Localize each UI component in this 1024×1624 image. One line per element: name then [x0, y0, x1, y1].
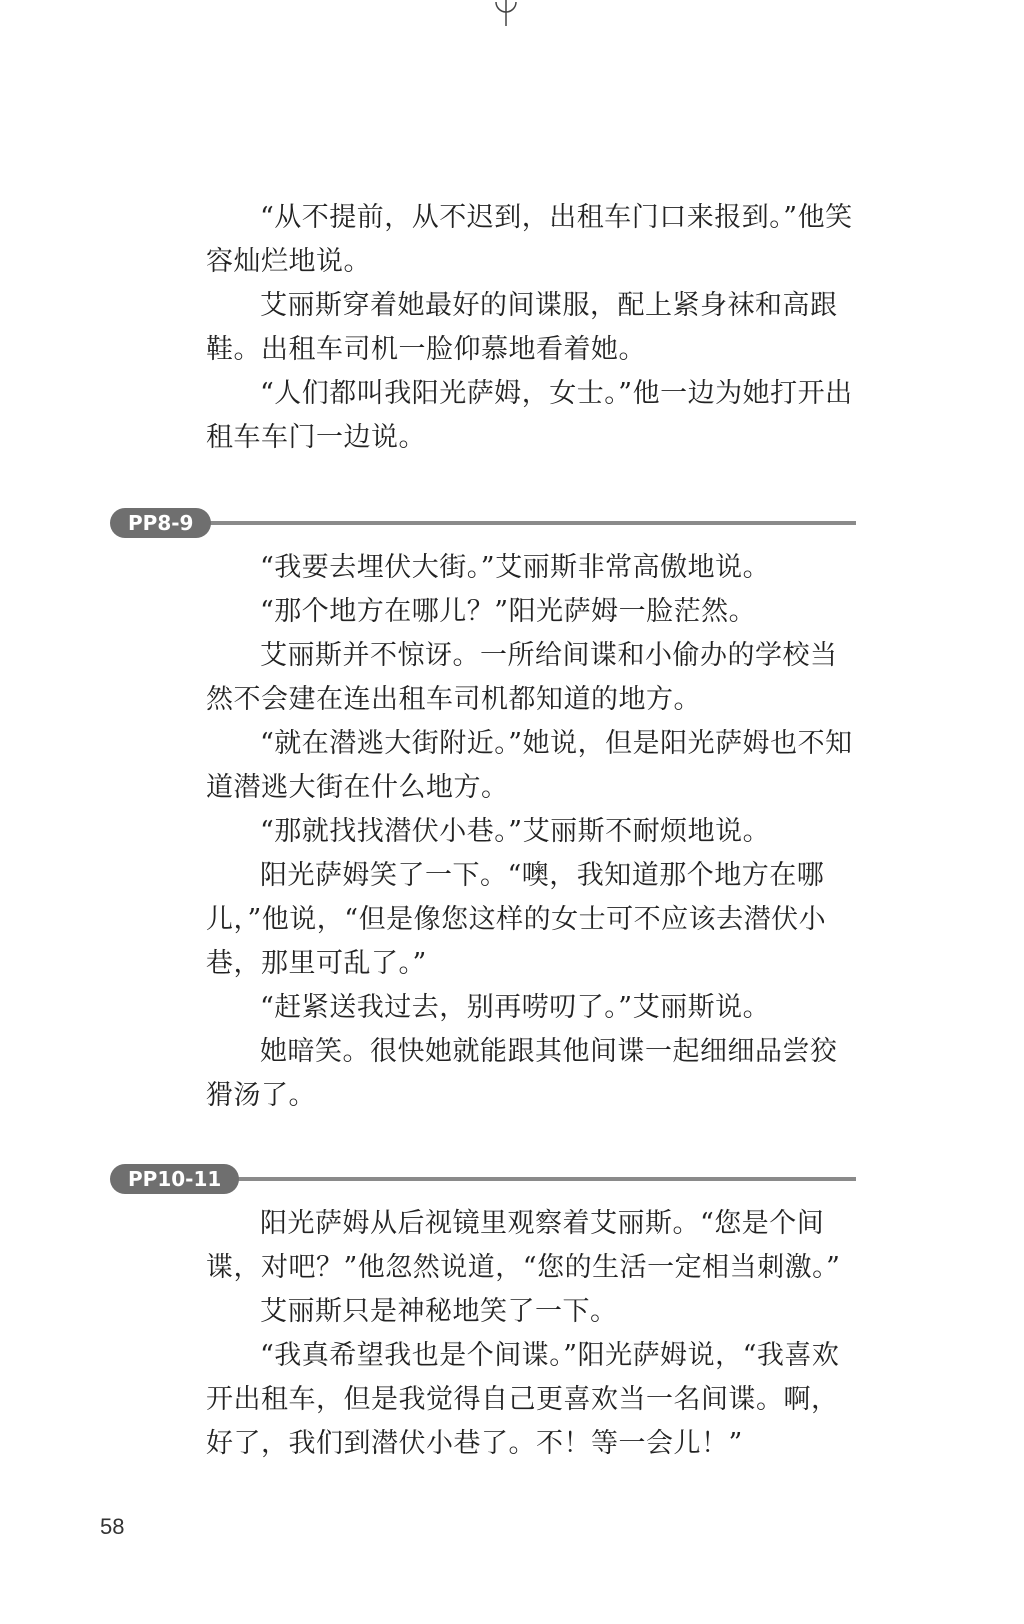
section-1-paragraph-1: “我要去埋伏大街。”艾丽斯非常高傲地说。 [260, 552, 771, 583]
section-2-paragraph-3: “我真希望我也是个间谍。”阳光萨姆说，“我喜欢开出租车，但是我觉得自己更喜欢当一名间谍。啊，好了，我们到潜伏小巷了。不！等一会儿！” [206, 1340, 840, 1459]
section-1-paragraph-4: “就在潜逃大街附近。”她说，但是阳光萨姆也不知道潜逃大街在什么地方。 [206, 728, 853, 803]
crop-mark-icon [494, 0, 518, 26]
section-2-paragraph-1: 阳光萨姆从后视镜里观察着艾丽斯。“您是个间谍，对吧？”他忽然说道，“您的生活一定相当刺激。” [206, 1208, 841, 1283]
section-1-paragraph-7: “赶紧送我过去，别再唠叨了。”艾丽斯说。 [260, 992, 771, 1023]
section-badge: PP10-11 [110, 1164, 239, 1194]
section-1-paragraph-3: 艾丽斯并不惊讶。一所给间谍和小偷办的学校当然不会建在连出租车司机都知道的地方。 [206, 640, 838, 715]
section-divider [150, 1177, 856, 1181]
section-1-paragraph-2: “那个地方在哪儿？”阳光萨姆一脸茫然。 [260, 596, 757, 627]
section-header-pp8-9 [110, 508, 856, 540]
section-divider [150, 521, 856, 525]
page-number: 58 [100, 1514, 125, 1539]
page-content [128, 196, 856, 1466]
intro-paragraph-2: 艾丽斯穿着她最好的间谍服，配上紧身袜和高跟鞋。出租车司机一脸仰慕地看着她。 [206, 290, 838, 365]
section-1-paragraph-8: 她暗笑。很快她就能跟其他间谍一起细细品尝狡猾汤了。 [206, 1036, 838, 1111]
section-1-paragraph-5: “那就找找潜伏小巷。”艾丽斯不耐烦地说。 [260, 816, 771, 847]
section-header-pp10-11 [110, 1164, 856, 1196]
section-badge: PP8-9 [110, 508, 211, 538]
intro-paragraph-3: “人们都叫我阳光萨姆，女士。”他一边为她打开出租车车门一边说。 [206, 378, 853, 453]
section-1-paragraph-6: 阳光萨姆笑了一下。“噢，我知道那个地方在哪儿，”他说，“但是像您这样的女士可不应该去潜伏小巷，那里可乱了。” [206, 860, 827, 979]
section-2-paragraph-2: 艾丽斯只是神秘地笑了一下。 [260, 1296, 618, 1327]
intro-paragraph-1: “从不提前，从不迟到，出租车门口来报到。”他笑容灿烂地说。 [206, 202, 853, 277]
